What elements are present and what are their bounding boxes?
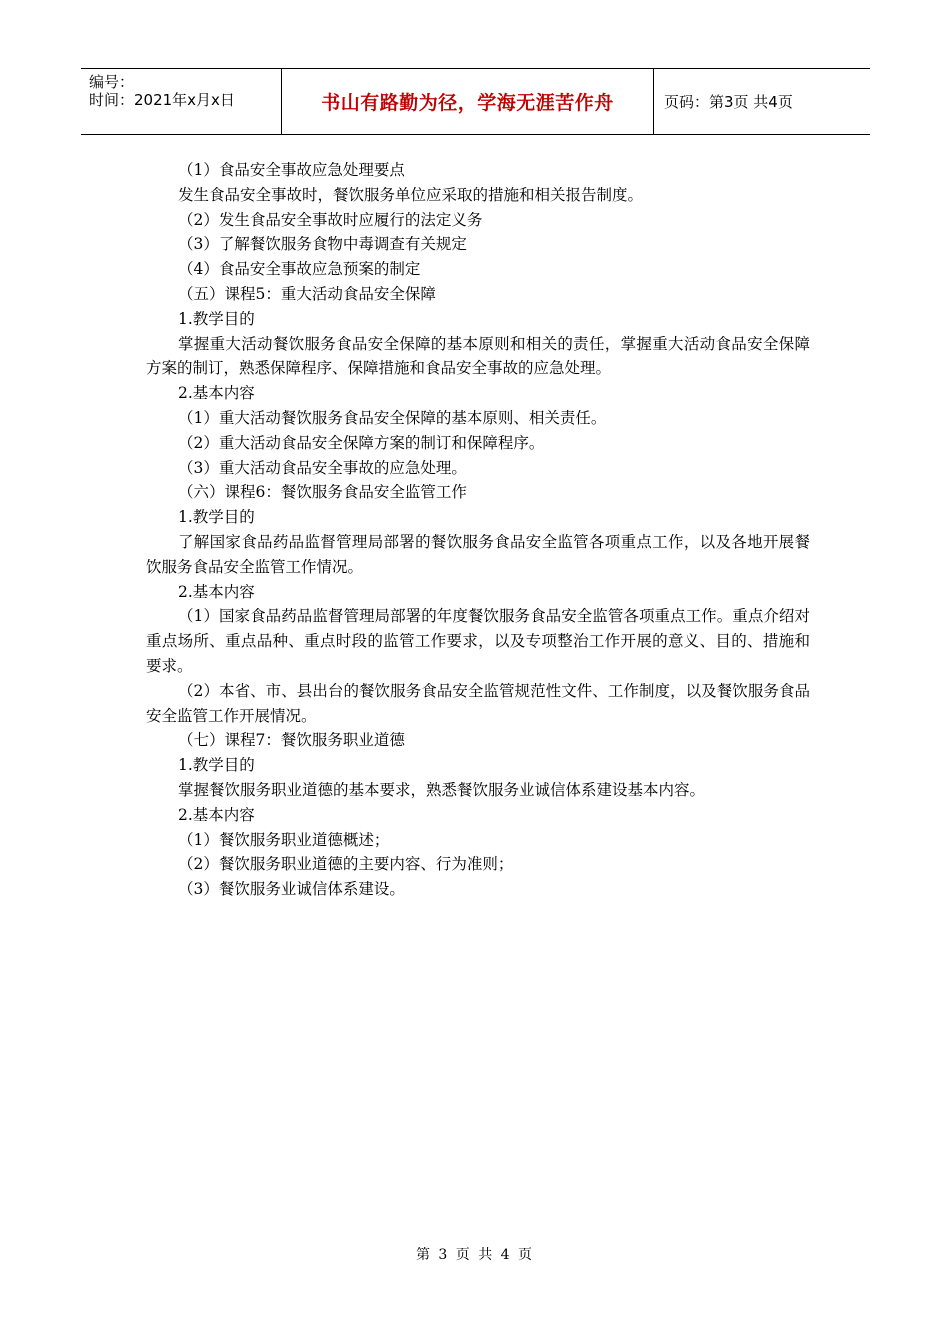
document-date-label: 时间：2021年x月x日 <box>89 91 235 109</box>
paragraph: 发生食品安全事故时，餐饮服务单位应采取的措施和相关报告制度。 <box>178 185 644 204</box>
subsection-heading: 2.基本内容 <box>178 384 255 403</box>
paragraph: （2）发生食品安全事故时应履行的法定义务 <box>178 210 483 229</box>
subsection-heading: 1.教学目的 <box>178 508 255 527</box>
subsection-heading: 2.基本内容 <box>178 805 255 824</box>
document-number-label: 编号： <box>89 73 135 91</box>
section-heading: （六）课程6：餐饮服务食品安全监管工作 <box>178 483 467 502</box>
page-footer: 第 3 页 共 4 页 <box>415 1247 535 1263</box>
paragraph: 掌握重大活动餐饮服务食品安全保障的基本原则和相关的责任，掌握重大活动食品安全保障方案的制订，熟悉保障程序、保障措施和食品安全事故的应急处理。 <box>146 334 810 378</box>
subsection-heading: 1.教学目的 <box>178 756 255 775</box>
paragraph: （2）重大活动食品安全保障方案的制订和保障程序。 <box>178 433 545 452</box>
page-header <box>81 68 870 135</box>
paragraph: （1）国家食品药品监督管理局部署的年度餐饮服务食品安全监管各项重点工作。重点介绍对重点场所、重点品种、重点时段的监管工作要求，以及专项整治工作开展的意义、目的、措施和要求。 <box>146 607 810 675</box>
subsection-heading: 1.教学目的 <box>178 309 255 328</box>
header-meta <box>81 69 282 134</box>
header-motto: 书山有路勤为径，学海无涯苦作舟 <box>321 92 614 114</box>
section-heading: （五）课程5：重大活动食品安全保障 <box>178 284 436 303</box>
paragraph: （2）本省、市、县出台的餐饮服务食品安全监管规范性文件、工作制度，以及餐饮服务食品安全监管工作开展情况。 <box>146 681 810 725</box>
paragraph: （1）重大活动餐饮服务食品安全保障的基本原则、相关责任。 <box>178 408 607 427</box>
header-page-info-cell <box>654 69 870 134</box>
header-motto-cell <box>282 69 654 134</box>
subsection-heading: 2.基本内容 <box>178 582 255 601</box>
paragraph: （1）食品安全事故应急处理要点 <box>178 161 405 179</box>
paragraph: 掌握餐饮服务职业道德的基本要求，熟悉餐饮服务业诚信体系建设基本内容。 <box>178 780 706 799</box>
header-page-info: 页码：第3页 共4页 <box>664 93 793 111</box>
paragraph: 了解国家食品药品监督管理局部署的餐饮服务食品安全监管各项重点工作，以及各地开展餐饮服务食品安全监管工作情况。 <box>146 532 810 576</box>
paragraph: （2）餐饮服务职业道德的主要内容、行为准则； <box>178 855 514 874</box>
document-body <box>146 158 810 902</box>
section-heading: （七）课程7：餐饮服务职业道德 <box>178 731 405 750</box>
paragraph: （3）餐饮服务业诚信体系建设。 <box>178 880 405 899</box>
paragraph: （4）食品安全事故应急预案的制定 <box>178 260 421 279</box>
paragraph: （3）了解餐饮服务食物中毒调查有关规定 <box>178 235 467 254</box>
paragraph: （1）餐饮服务职业道德概述； <box>178 830 390 849</box>
paragraph: （3）重大活动食品安全事故的应急处理。 <box>178 458 467 477</box>
